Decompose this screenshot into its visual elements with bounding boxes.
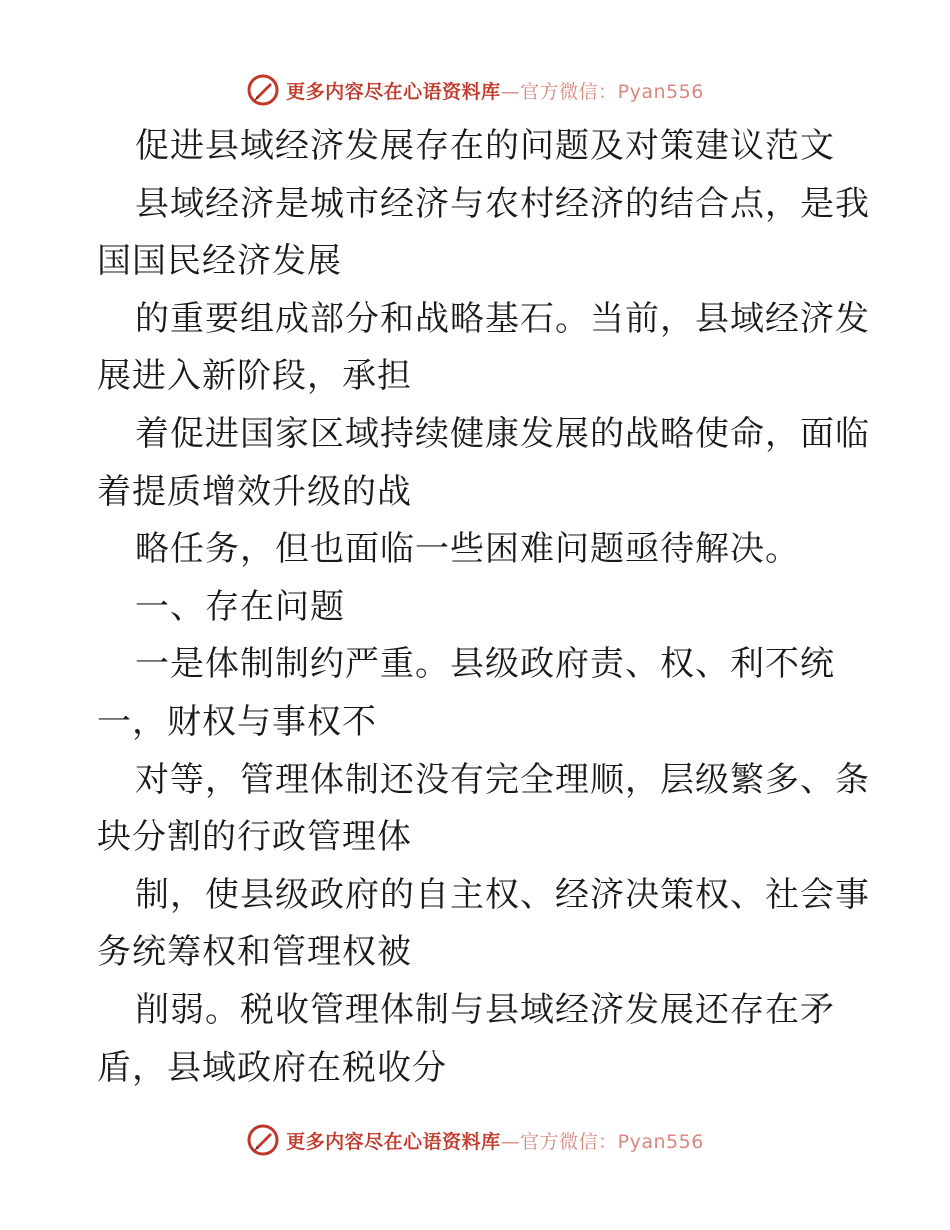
paragraph-line: 务统筹权和管理权被: [97, 932, 412, 973]
paragraph-line: 对等，管理体制还没有完全理顺，层级繁多、条: [135, 759, 870, 800]
paragraph-line: 一是体制制约严重。县级政府责、权、利不统: [135, 644, 835, 685]
banner-sub-text: 官方微信：Pyan556: [520, 1130, 704, 1153]
paragraph-line: 县域经济是城市经济与农村经济的结合点，是我: [135, 183, 870, 224]
paragraph-line: 国国民经济发展: [97, 241, 342, 282]
paragraph-line: 削弱。税收管理体制与县域经济发展还存在矛: [135, 989, 835, 1030]
banner-main-text: 更多内容尽在心语资料库: [286, 1130, 501, 1153]
paragraph-line: 的重要组成部分和战略基石。当前，县域经济发: [135, 298, 870, 339]
banner-text: [286, 1127, 704, 1154]
banner-text: [286, 77, 704, 104]
quill-pen-logo-icon: [246, 73, 280, 107]
banner-sub-text: 官方微信：Pyan556: [520, 80, 704, 103]
paragraph-line: 盾，县域政府在税收分: [97, 1047, 447, 1088]
paragraph-line: 展进入新阶段，承担: [97, 356, 412, 397]
paragraph-line: 着促进国家区域持续健康发展的战略使命，面临: [135, 413, 870, 454]
section-heading: 一、存在问题: [135, 586, 345, 627]
banner-dash: —: [500, 80, 521, 103]
quill-pen-logo-icon: [246, 1123, 280, 1157]
paragraph-line: 块分割的行政管理体: [97, 817, 412, 858]
banner-dash: —: [500, 1130, 521, 1153]
paragraph-line: 略任务，但也面临一些困难问题亟待解决。: [135, 529, 800, 570]
paragraph-line: 着提质增效升级的战: [97, 471, 412, 512]
paragraph-line: 一，财权与事权不: [97, 701, 377, 742]
header-banner: [0, 70, 950, 110]
banner-main-text: 更多内容尽在心语资料库: [286, 80, 501, 103]
document-body: [97, 118, 870, 1097]
paragraph-line: 制，使县级政府的自主权、经济决策权、社会事: [135, 874, 870, 915]
document-title: 促进县域经济发展存在的问题及对策建议范文: [135, 126, 835, 166]
footer-banner: [0, 1120, 950, 1160]
